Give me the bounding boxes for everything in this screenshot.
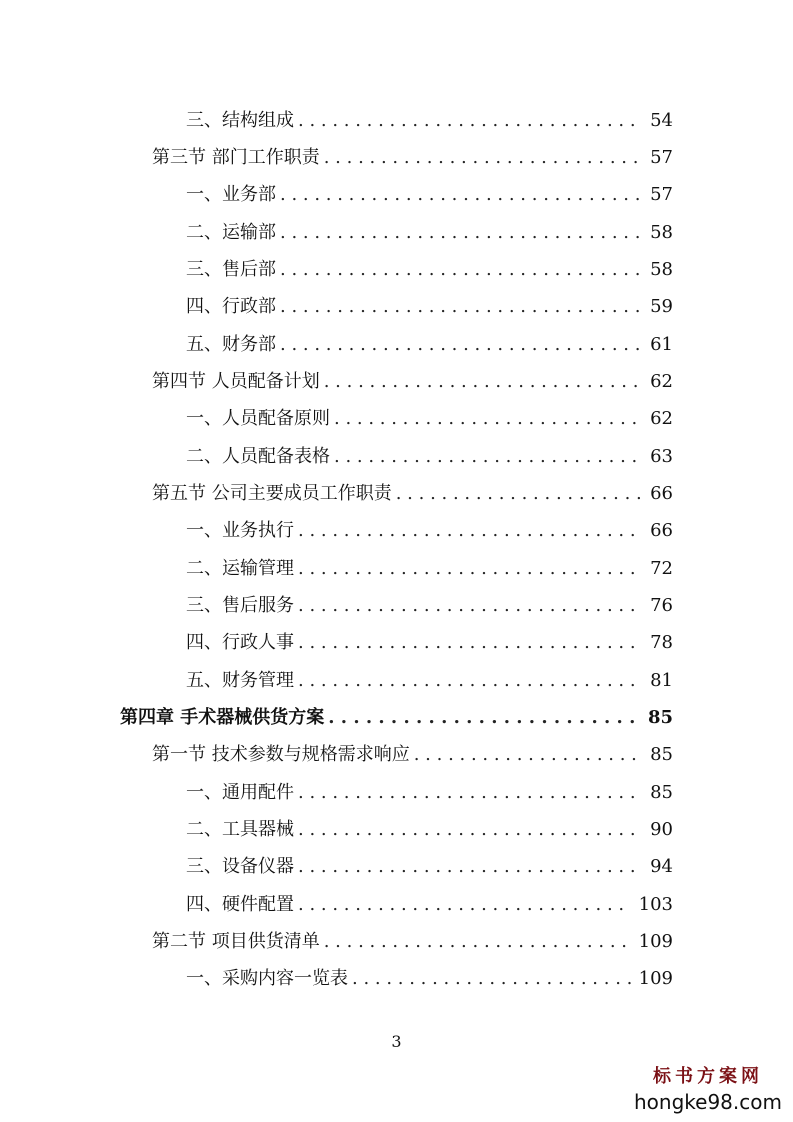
- toc-entry: [186, 104, 673, 132]
- toc-entry: [186, 626, 673, 654]
- toc-leader-dots: [328, 707, 640, 729]
- toc-entry-label: 三、设备仪器: [186, 856, 294, 877]
- toc-leader-dots: [334, 408, 642, 430]
- toc-entry: [152, 365, 673, 393]
- toc-entry-page: 109: [638, 968, 673, 989]
- toc-leader-dots: [414, 744, 642, 766]
- toc-entry: [186, 664, 673, 692]
- toc-entry-page: 76: [650, 595, 673, 616]
- toc-chapter-entry: [120, 701, 673, 729]
- watermark-logo: [633, 1062, 783, 1114]
- toc-entry-page: 63: [650, 446, 673, 467]
- toc-entry-page: 85: [650, 744, 673, 765]
- toc-entry-page: 62: [650, 371, 673, 392]
- toc-entry-label: 三、结构组成: [186, 110, 294, 131]
- toc-entry-label: 第四节 人员配备计划: [152, 371, 320, 392]
- toc-leader-dots: [280, 222, 642, 244]
- toc-entry-page: 58: [650, 222, 673, 243]
- toc-entry: [186, 290, 673, 318]
- toc-entry: [186, 962, 673, 990]
- toc-leader-dots: [298, 819, 642, 841]
- toc-entry: [186, 888, 673, 916]
- toc-leader-dots: [298, 558, 642, 580]
- toc-entry: [186, 253, 673, 281]
- toc-leader-dots: [298, 670, 642, 692]
- toc-entry: [186, 850, 673, 878]
- toc-leader-dots: [280, 296, 642, 318]
- toc-entry-label: 第二节 项目供货清单: [152, 931, 320, 952]
- toc-entry-page: 58: [650, 259, 673, 280]
- toc-entry: [152, 141, 673, 169]
- toc-entry-label: 五、财务部: [186, 334, 276, 355]
- toc-entry-label: 二、工具器械: [186, 819, 294, 840]
- toc-entry-label: 五、财务管理: [186, 670, 294, 691]
- toc-entry-page: 85: [647, 707, 673, 728]
- toc-leader-dots: [298, 595, 642, 617]
- toc-leader-dots: [298, 632, 642, 654]
- page-number: 3: [391, 1032, 402, 1051]
- toc-entry: [152, 925, 673, 953]
- toc-entry-label: 四、行政部: [186, 296, 276, 317]
- toc-entry-label: 二、运输管理: [186, 558, 294, 579]
- toc-entry-label: 一、人员配备原则: [186, 408, 330, 429]
- toc-entry-page: 109: [638, 931, 673, 952]
- toc-leader-dots: [396, 483, 642, 505]
- toc-leader-dots: [324, 371, 642, 393]
- toc-entry-page: 72: [650, 558, 673, 579]
- toc-entry-label: 第三节 部门工作职责: [152, 147, 320, 168]
- toc-entry-label: 一、业务执行: [186, 520, 294, 541]
- toc-entry: [186, 813, 673, 841]
- toc-entry-label: 第四章 手术器械供货方案: [120, 707, 325, 728]
- toc-entry-page: 94: [650, 856, 673, 877]
- toc-leader-dots: [298, 520, 642, 542]
- toc-entry-page: 103: [638, 894, 673, 915]
- toc-entry: [186, 178, 673, 206]
- toc-entry: [186, 328, 673, 356]
- toc-entry: [152, 738, 673, 766]
- toc-leader-dots: [298, 856, 642, 878]
- toc-leader-dots: [298, 894, 631, 916]
- toc-entry-page: 66: [650, 483, 673, 504]
- toc-leader-dots: [280, 259, 642, 281]
- toc-entry: [186, 216, 673, 244]
- toc-leader-dots: [280, 334, 642, 356]
- toc-entry-page: 78: [650, 632, 673, 653]
- toc-entry: [186, 552, 673, 580]
- toc-entry-page: 61: [650, 334, 673, 355]
- toc-leader-dots: [298, 782, 642, 804]
- toc-entry-label: 三、售后部: [186, 259, 276, 280]
- toc-entry-page: 62: [650, 408, 673, 429]
- toc-entry-label: 一、通用配件: [186, 782, 294, 803]
- toc-entry-label: 二、运输部: [186, 222, 276, 243]
- toc-entry: [186, 514, 673, 542]
- toc-leader-dots: [324, 931, 631, 953]
- toc-entry: [186, 776, 673, 804]
- toc-entry: [186, 402, 673, 430]
- toc-entry-label: 第一节 技术参数与规格需求响应: [152, 744, 410, 765]
- toc-entry-page: 81: [650, 670, 673, 691]
- toc-leader-dots: [352, 968, 631, 990]
- toc-leader-dots: [298, 110, 642, 132]
- watermark-cn-text: 标书方案网: [653, 1066, 763, 1087]
- toc-entry: [186, 589, 673, 617]
- toc-entry: [152, 477, 673, 505]
- toc-entry: [186, 440, 673, 468]
- toc-leader-dots: [280, 184, 642, 206]
- watermark-en-text: hongke98.com: [634, 1090, 782, 1114]
- toc-entry-page: 59: [650, 296, 673, 317]
- toc-entry-page: 57: [650, 184, 673, 205]
- toc-leader-dots: [334, 446, 642, 468]
- toc-entry-page: 66: [650, 520, 673, 541]
- toc-entry-label: 四、硬件配置: [186, 894, 294, 915]
- toc-entry-label: 三、售后服务: [186, 595, 294, 616]
- toc-entry-page: 57: [650, 147, 673, 168]
- toc-entry-label: 第五节 公司主要成员工作职责: [152, 483, 392, 504]
- toc-entry-page: 54: [650, 110, 673, 131]
- toc-leader-dots: [324, 147, 642, 169]
- toc-entry-label: 一、业务部: [186, 184, 276, 205]
- toc-entry-page: 90: [650, 819, 673, 840]
- toc-entry-label: 二、人员配备表格: [186, 446, 330, 467]
- toc-entry-label: 一、采购内容一览表: [186, 968, 348, 989]
- toc-entry-label: 四、行政人事: [186, 632, 294, 653]
- toc-entry-page: 85: [650, 782, 673, 803]
